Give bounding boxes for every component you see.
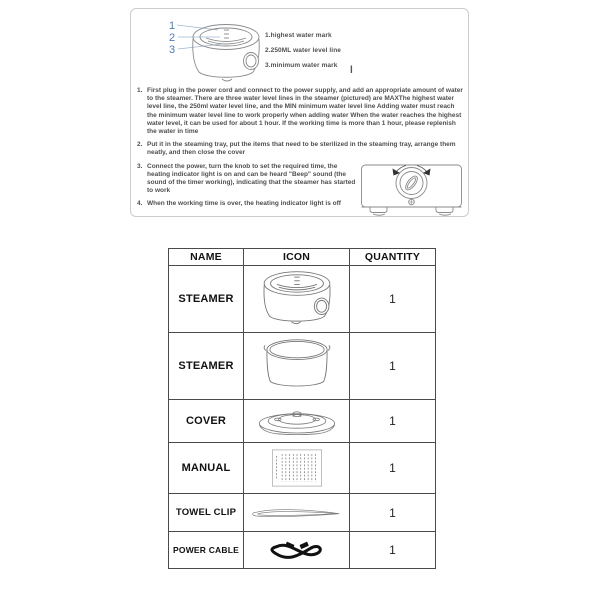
part-icon-cell (244, 333, 350, 399)
instruction-number: 3. (137, 162, 143, 170)
table-row (169, 400, 435, 443)
instruction-text: When the working time is over, the heating indicator light is off (147, 200, 341, 208)
instruction-text: Put it in the steaming tray, put the items that need to be sterilized in the steaming tray, arrange them neatly, and then close the cover (147, 141, 456, 157)
table-row (169, 443, 435, 494)
legend-250ml: 2.250ML water level line (265, 47, 341, 54)
steamer-base-icon (251, 268, 343, 330)
stray-mark: l (350, 65, 353, 76)
instruction-item-1 (137, 87, 465, 136)
part-quantity: 1 (389, 414, 396, 428)
table-header-row (169, 249, 435, 266)
steamer-line-art (193, 25, 260, 82)
legend-highest: 1.highest water mark (265, 32, 332, 39)
callout-1: 1 (169, 20, 176, 32)
part-icon-cell (244, 266, 350, 332)
steamer-tray-icon (254, 337, 340, 395)
callout-3: 3 (169, 44, 176, 56)
parts-table (168, 248, 436, 569)
timer-knob-diagram (359, 157, 464, 221)
part-icon-cell (244, 443, 350, 493)
instruction-text: First plug in the power cord and connect to the power supply, and add an appropriate amount of water to the steamer. There are three water level lines in the steamer (pictured) are MAXThe highest water level line, the 250ml water level line, and the MIN minimum water level line Adding water must reach the minimum water level line to work properly when adding water When the water reaches the highest water level, it can be used for about 1 hour. If the working time is more than 1 hour, please replenish the water in time (147, 87, 463, 136)
part-name: MANUAL (169, 443, 244, 493)
table-row (169, 494, 435, 532)
legend-minimum: 3.minimum water mark (265, 62, 338, 69)
steamer-water-levels-diagram (164, 17, 272, 97)
table-row (169, 532, 435, 568)
instruction-number: 2. (137, 141, 143, 149)
part-icon-cell (244, 400, 350, 442)
part-icon-cell (244, 494, 350, 531)
instruction-text: Connect the power, turn the knob to set the required time, the heating indicator light is on and can be heard "Beep" sound (the sound of the timer working), indicating that the steamer has started to work (147, 162, 356, 195)
part-quantity: 1 (389, 505, 396, 520)
header-icon: ICON (244, 249, 350, 265)
part-name: STEAMER (169, 266, 244, 332)
table-row (169, 266, 435, 333)
manual-icon (271, 448, 323, 488)
part-name: TOWEL CLIP (169, 494, 244, 531)
part-name: COVER (169, 400, 244, 442)
instruction-item-2 (137, 141, 465, 157)
part-name: STEAMER (169, 333, 244, 399)
header-quantity: QUANTITY (364, 251, 421, 263)
water-level-legend (265, 28, 341, 73)
part-quantity: 1 (389, 461, 396, 475)
instruction-number: 4. (137, 200, 143, 208)
cover-icon (253, 404, 341, 438)
part-name: POWER CABLE (169, 532, 244, 568)
instruction-panel (130, 8, 469, 217)
header-name: NAME (169, 249, 244, 265)
part-quantity: 1 (389, 543, 396, 557)
instruction-number: 1. (137, 87, 143, 94)
power-cable-icon (265, 537, 329, 563)
part-icon-cell (244, 532, 350, 568)
part-quantity: 1 (389, 292, 396, 306)
table-row (169, 333, 435, 400)
part-quantity: 1 (389, 359, 396, 373)
callout-2: 2 (169, 32, 176, 44)
towel-clip-icon (249, 506, 345, 520)
